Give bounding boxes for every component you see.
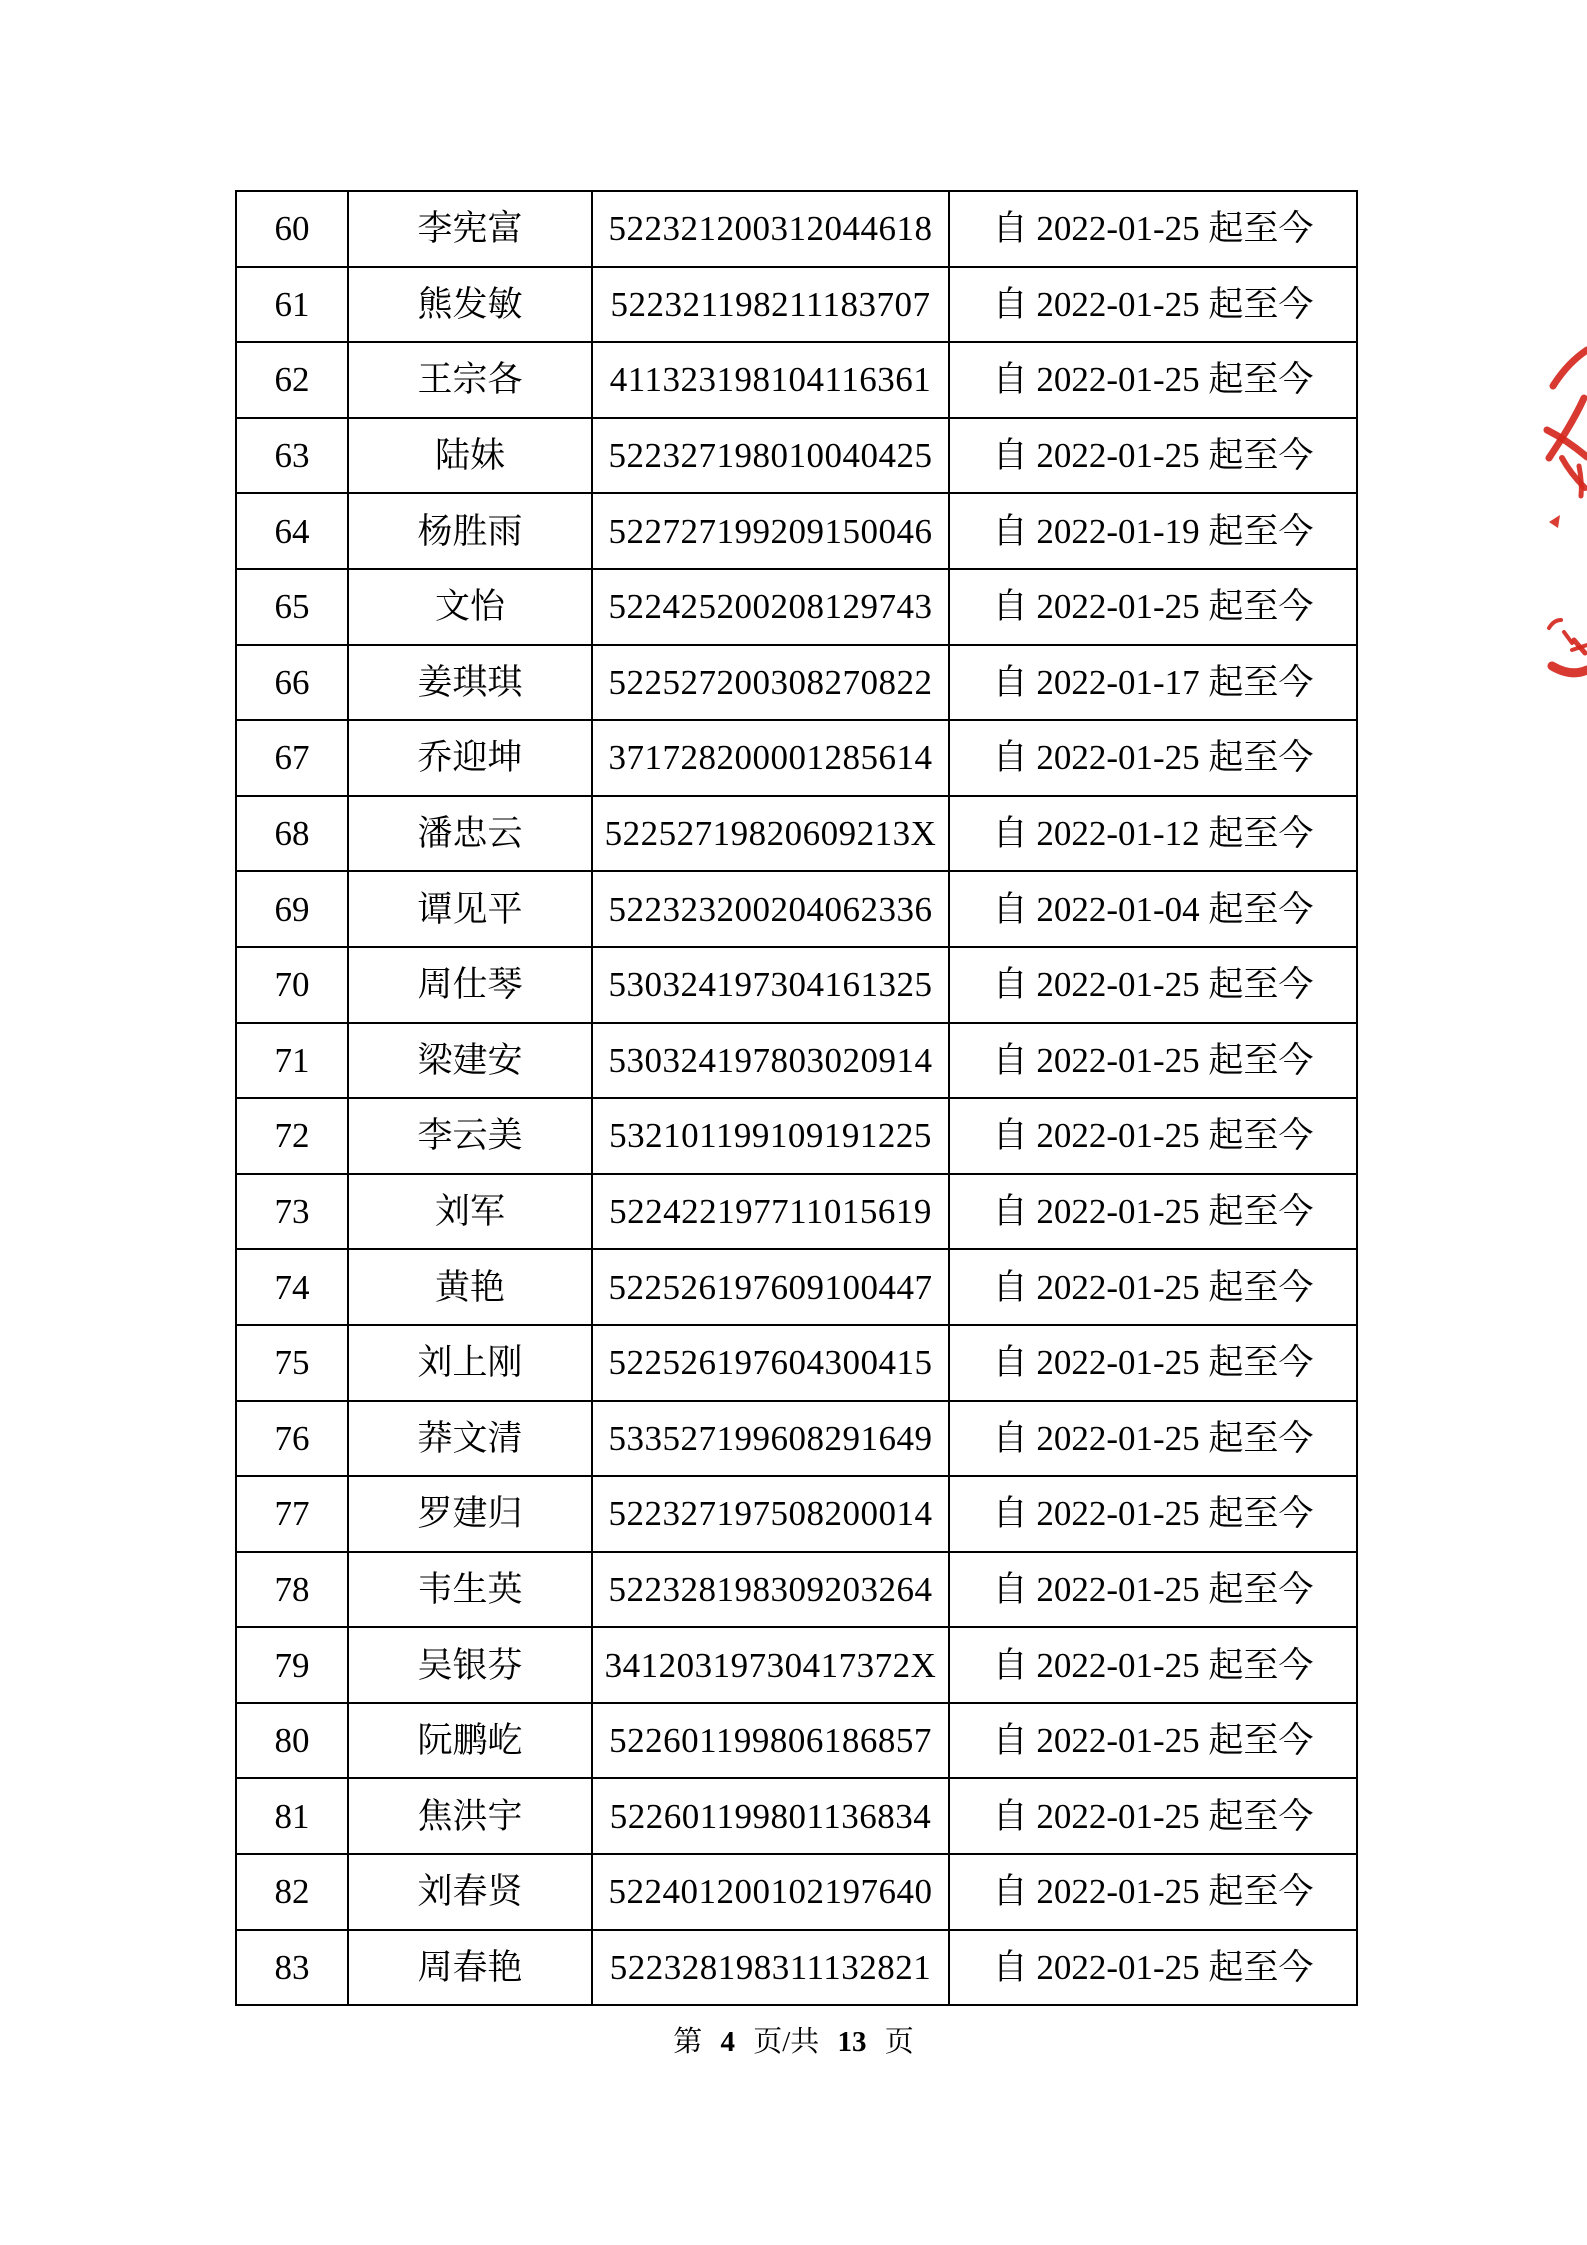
id-number: 522323200204062336: [592, 871, 949, 947]
id-number: 411323198104116361: [592, 342, 949, 418]
person-name: 刘春贤: [348, 1854, 592, 1930]
id-number: 530324197803020914: [592, 1023, 949, 1099]
table-row: [236, 1703, 1357, 1779]
table-row: [236, 1098, 1357, 1174]
row-index: 64: [236, 493, 348, 569]
person-name: 文怡: [348, 569, 592, 645]
quarantine-period: 自 2022-01-25 起至今: [949, 569, 1357, 645]
quarantine-period: 自 2022-01-25 起至今: [949, 267, 1357, 343]
table-row: [236, 947, 1357, 1023]
person-name: 姜琪琪: [348, 645, 592, 721]
id-number: 532101199109191225: [592, 1098, 949, 1174]
quarantine-period: 自 2022-01-25 起至今: [949, 1249, 1357, 1325]
row-index: 78: [236, 1552, 348, 1628]
id-number: 522321200312044618: [592, 191, 949, 267]
quarantine-period: 自 2022-01-25 起至今: [949, 947, 1357, 1023]
person-name: 陆妹: [348, 418, 592, 494]
quarantine-period: 自 2022-01-25 起至今: [949, 720, 1357, 796]
id-number: 52252719820609213X: [592, 796, 949, 872]
row-index: 75: [236, 1325, 348, 1401]
id-number: 522601199801136834: [592, 1778, 949, 1854]
person-name: 刘上刚: [348, 1325, 592, 1401]
table-row: [236, 493, 1357, 569]
table-row: [236, 418, 1357, 494]
table-row: [236, 1854, 1357, 1930]
red-stamp-fragment-upper-icon: [1543, 340, 1587, 550]
person-name: 焦洪宇: [348, 1778, 592, 1854]
person-name: 周春艳: [348, 1930, 592, 2006]
row-index: 81: [236, 1778, 348, 1854]
person-name: 周仕琴: [348, 947, 592, 1023]
person-name: 刘军: [348, 1174, 592, 1250]
person-name: 韦生英: [348, 1552, 592, 1628]
red-stamp-fragment-lower-icon: [1543, 612, 1587, 684]
id-number: 522327197508200014: [592, 1476, 949, 1552]
person-name: 黄艳: [348, 1249, 592, 1325]
row-index: 77: [236, 1476, 348, 1552]
person-name: 罗建归: [348, 1476, 592, 1552]
roster-table-body: [236, 191, 1357, 2005]
person-name: 杨胜雨: [348, 493, 592, 569]
quarantine-period: 自 2022-01-25 起至今: [949, 1703, 1357, 1779]
id-number: 533527199608291649: [592, 1401, 949, 1477]
person-name: 熊发敏: [348, 267, 592, 343]
person-name: 吴银芬: [348, 1627, 592, 1703]
row-index: 70: [236, 947, 348, 1023]
row-index: 71: [236, 1023, 348, 1099]
quarantine-period: 自 2022-01-25 起至今: [949, 1778, 1357, 1854]
quarantine-period: 自 2022-01-04 起至今: [949, 871, 1357, 947]
person-name: 李云美: [348, 1098, 592, 1174]
id-number: 522727199209150046: [592, 493, 949, 569]
row-index: 74: [236, 1249, 348, 1325]
row-index: 69: [236, 871, 348, 947]
id-number: 522526197604300415: [592, 1325, 949, 1401]
quarantine-period: 自 2022-01-25 起至今: [949, 418, 1357, 494]
person-name: 梁建安: [348, 1023, 592, 1099]
quarantine-period: 自 2022-01-25 起至今: [949, 191, 1357, 267]
id-number: 371728200001285614: [592, 720, 949, 796]
row-index: 62: [236, 342, 348, 418]
row-index: 72: [236, 1098, 348, 1174]
person-name: 阮鹏屹: [348, 1703, 592, 1779]
quarantine-period: 自 2022-01-25 起至今: [949, 1174, 1357, 1250]
table-row: [236, 1023, 1357, 1099]
id-number: 522328198311132821: [592, 1930, 949, 2006]
table-row: [236, 645, 1357, 721]
quarantine-period: 自 2022-01-25 起至今: [949, 1023, 1357, 1099]
quarantine-period: 自 2022-01-25 起至今: [949, 342, 1357, 418]
footer-suffix: 页: [884, 2026, 914, 2058]
quarantine-period: 自 2022-01-19 起至今: [949, 493, 1357, 569]
page-footer: [0, 2022, 1587, 2062]
id-number: 522321198211183707: [592, 267, 949, 343]
person-name: 李宪富: [348, 191, 592, 267]
id-number: 34120319730417372X: [592, 1627, 949, 1703]
id-number: 522526197609100447: [592, 1249, 949, 1325]
roster-table: [235, 190, 1358, 2006]
total-pages-number: 13: [837, 2026, 867, 2058]
id-number: 522328198309203264: [592, 1552, 949, 1628]
row-index: 61: [236, 267, 348, 343]
quarantine-period: 自 2022-01-25 起至今: [949, 1552, 1357, 1628]
quarantine-period: 自 2022-01-25 起至今: [949, 1854, 1357, 1930]
table-row: [236, 1476, 1357, 1552]
table-row: [236, 1778, 1357, 1854]
person-name: 潘忠云: [348, 796, 592, 872]
row-index: 83: [236, 1930, 348, 2006]
row-index: 65: [236, 569, 348, 645]
quarantine-period: 自 2022-01-25 起至今: [949, 1098, 1357, 1174]
footer-prefix: 第: [673, 2026, 703, 2058]
id-number: 522527200308270822: [592, 645, 949, 721]
row-index: 76: [236, 1401, 348, 1477]
table-row: [236, 569, 1357, 645]
table-row: [236, 1325, 1357, 1401]
person-name: 王宗各: [348, 342, 592, 418]
row-index: 63: [236, 418, 348, 494]
id-number: 522327198010040425: [592, 418, 949, 494]
table-row: [236, 720, 1357, 796]
id-number: 522425200208129743: [592, 569, 949, 645]
quarantine-period: 自 2022-01-25 起至今: [949, 1627, 1357, 1703]
table-row: [236, 871, 1357, 947]
quarantine-period: 自 2022-01-25 起至今: [949, 1476, 1357, 1552]
table-row: [236, 1401, 1357, 1477]
row-index: 73: [236, 1174, 348, 1250]
table-row: [236, 1552, 1357, 1628]
current-page-number: 4: [720, 2026, 735, 2058]
table-row: [236, 191, 1357, 267]
row-index: 67: [236, 720, 348, 796]
table-row: [236, 267, 1357, 343]
table-row: [236, 1930, 1357, 2006]
person-name: 莽文清: [348, 1401, 592, 1477]
person-name: 乔迎坤: [348, 720, 592, 796]
quarantine-period: 自 2022-01-25 起至今: [949, 1325, 1357, 1401]
row-index: 80: [236, 1703, 348, 1779]
row-index: 79: [236, 1627, 348, 1703]
quarantine-period: 自 2022-01-17 起至今: [949, 645, 1357, 721]
person-name: 谭见平: [348, 871, 592, 947]
quarantine-period: 自 2022-01-12 起至今: [949, 796, 1357, 872]
row-index: 68: [236, 796, 348, 872]
row-index: 66: [236, 645, 348, 721]
table-row: [236, 1627, 1357, 1703]
table-row: [236, 1174, 1357, 1250]
table-row: [236, 796, 1357, 872]
quarantine-period: 自 2022-01-25 起至今: [949, 1401, 1357, 1477]
quarantine-period: 自 2022-01-25 起至今: [949, 1930, 1357, 2006]
id-number: 530324197304161325: [592, 947, 949, 1023]
id-number: 522422197711015619: [592, 1174, 949, 1250]
id-number: 522601199806186857: [592, 1703, 949, 1779]
row-index: 82: [236, 1854, 348, 1930]
row-index: 60: [236, 191, 348, 267]
table-row: [236, 1249, 1357, 1325]
table-row: [236, 342, 1357, 418]
id-number: 522401200102197640: [592, 1854, 949, 1930]
footer-infix: 页/共: [753, 2026, 820, 2058]
